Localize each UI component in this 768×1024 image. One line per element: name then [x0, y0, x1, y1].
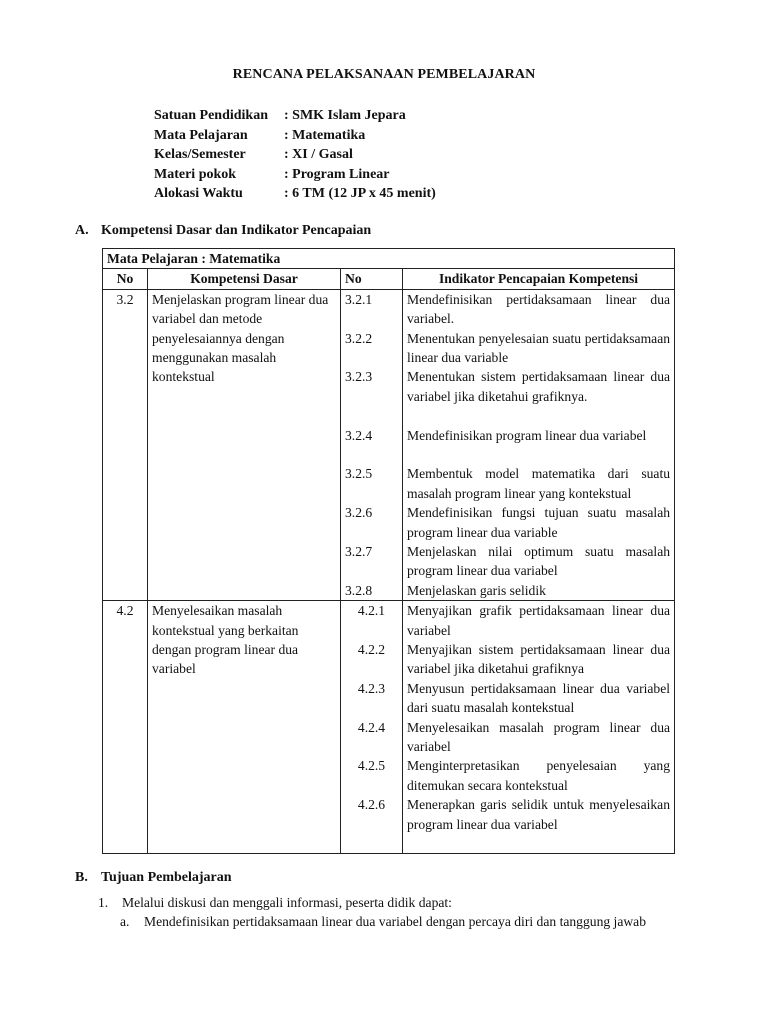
indicator-number: 3.2.1: [345, 291, 373, 307]
indicator-text: Menyajikan sistem pertidaksamaan linear dua variabel jika diketahui grafiknya: [407, 641, 671, 677]
indicator-number: 3.2.5: [345, 466, 373, 482]
info-value: : SMK Islam Jepara: [284, 108, 406, 123]
document-title: RENCANA PELAKSANAAN PEMBELAJARAN: [232, 67, 536, 82]
info-row-satuan: [154, 106, 436, 126]
info-row-mapel: [154, 126, 436, 146]
subitem-text: Mendefinisikan pertidaksamaan linear dua variabel dengan percaya diri dan tanggung jawab: [144, 914, 647, 930]
indicator-number: 3.2.3: [345, 369, 373, 385]
section-b-heading: [75, 868, 232, 887]
indicator-text: Mendefinisikan program linear dua variabel: [407, 427, 647, 443]
indicator-number: 4.2.2: [357, 641, 386, 657]
kd-text: Menyelesaikan masalah kontekstual yang berkaitan dengan program linear dua variabel: [148, 601, 341, 854]
section-title: Kompetensi Dasar dan Indikator Pencapaian: [101, 223, 372, 238]
table-row-kd-3-2: [103, 289, 675, 600]
objective-number: 1.: [98, 895, 109, 910]
indicator-text-list: [403, 601, 675, 854]
indicator-number: 4.2.5: [357, 758, 386, 774]
learning-objectives: [98, 893, 693, 932]
table-row-kd-4-2: [103, 601, 675, 854]
info-value: : Program Linear: [284, 166, 390, 182]
info-value: : 6 TM (12 JP x 45 menit): [284, 186, 436, 201]
info-row-materi: [154, 165, 436, 185]
column-header-indicator-no: No: [341, 269, 403, 289]
info-row-alokasi: [154, 184, 436, 204]
objective-subitem: [120, 912, 693, 931]
indicator-number: 3.2.7: [345, 543, 373, 559]
indicator-number: 3.2.2: [345, 330, 373, 346]
indicator-text: Menentukan sistem pertidaksamaan linear dua variabel jika diketahui grafiknya.: [407, 369, 671, 404]
indicator-number: 3.2.4: [345, 427, 373, 443]
objective-text: Melalui diskusi dan menggali informasi, peserta didik dapat:: [122, 895, 452, 910]
indicator-number: 4.2.3: [357, 680, 386, 696]
indicator-text: Menjelaskan nilai optimum suatu masalah program linear dua variabel: [407, 543, 671, 579]
indicator-number: 3.2.8: [345, 582, 373, 598]
info-label: Mata Pelajaran: [154, 127, 248, 143]
indicator-text: Mendefinisikan pertidaksamaan linear dua variabel.: [407, 291, 671, 327]
indicator-text: Mendefinisikan fungsi tujuan suatu masalah program linear dua variable: [407, 505, 671, 540]
indicator-number: 3.2.6: [345, 505, 373, 521]
info-row-kelas: [154, 145, 436, 165]
kd-number: 4.2: [103, 601, 148, 854]
indicator-text: Menentukan penyelesaian suatu pertidaksamaan linear dua variable: [407, 330, 671, 366]
indicator-number: 4.2.6: [357, 797, 386, 813]
indicator-text: Membentuk model matematika dari suatu masalah program linear yang kontekstual: [407, 466, 671, 501]
competency-table: [102, 248, 675, 854]
table-column-header-row: [103, 269, 675, 289]
column-header-kd: Kompetensi Dasar: [148, 269, 341, 289]
objective-item: [98, 893, 693, 912]
kd-text: Menjelaskan program linear dua variabel dan metode penyelesaiannya dengan menggunakan masalah kontekstual: [148, 289, 341, 600]
section-letter: A.: [75, 223, 89, 238]
indicator-text: Menyelesaikan masalah program linear dua variabel: [407, 719, 671, 754]
section-title: Tujuan Pembelajaran: [101, 870, 232, 885]
section-letter: B.: [75, 870, 88, 885]
indicator-number: 4.2.1: [357, 603, 386, 619]
info-value: : Matematika: [284, 127, 366, 143]
indicator-text: Menyusun pertidaksamaan linear dua variabel dari suatu masalah kontekstual: [407, 680, 671, 716]
info-value: : XI / Gasal: [284, 147, 353, 162]
info-label: Satuan Pendidikan: [154, 108, 268, 123]
identity-block: [154, 106, 436, 204]
column-header-no: No: [103, 269, 148, 289]
subitem-letter: a.: [120, 914, 130, 930]
section-a-heading: [75, 221, 371, 240]
indicator-number: 4.2.4: [357, 719, 386, 735]
indicator-number-list: [341, 601, 403, 854]
kd-number: 3.2: [103, 289, 148, 600]
info-label: Materi pokok: [154, 166, 237, 182]
indicator-text: Menyajikan grafik pertidaksamaan linear dua variabel: [407, 603, 671, 638]
indicator-text: Menjelaskan garis selidik: [407, 582, 546, 598]
table-subject-header: Mata Pelajaran : Matematika: [103, 249, 675, 269]
indicator-text: Menginterpretasikan penyelesaian yang ditemukan secara kontekstual: [407, 758, 671, 793]
indicator-text-list: [403, 289, 675, 600]
indicator-number-list: [341, 289, 403, 600]
indicator-text: Menerapkan garis selidik untuk menyelesaikan program linear dua variabel: [407, 797, 671, 832]
info-label: Kelas/Semester: [154, 147, 246, 162]
info-label: Alokasi Waktu: [154, 186, 243, 201]
table-subject-row: [103, 249, 675, 269]
column-header-indicator: Indikator Pencapaian Kompetensi: [403, 269, 675, 289]
